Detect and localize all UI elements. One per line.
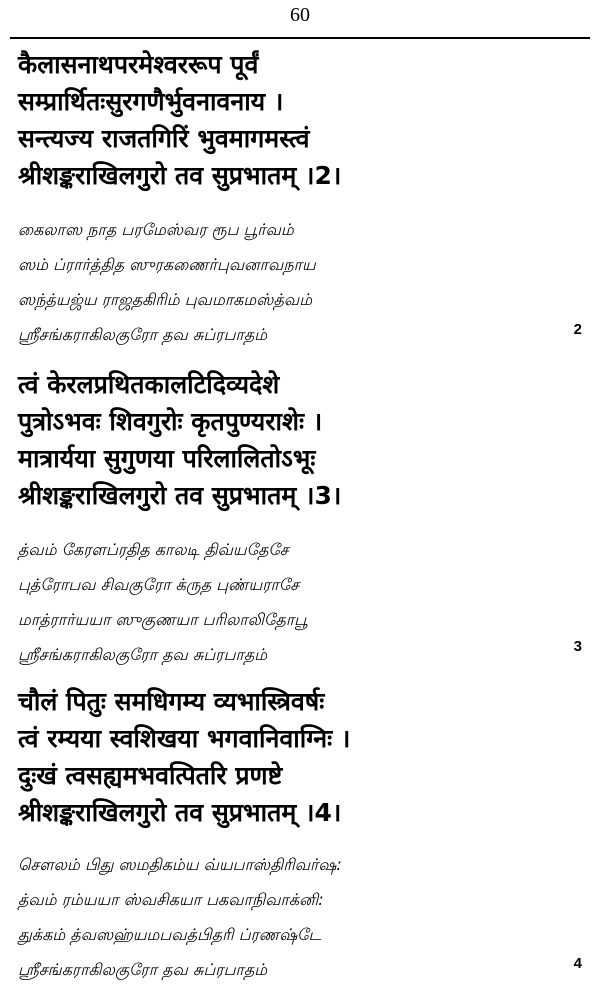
sanskrit-verse — [18, 366, 558, 514]
verse-block — [18, 683, 558, 987]
verse-block — [18, 366, 558, 672]
tamil-transliteration — [18, 847, 558, 987]
sanskrit-line: सम्प्रार्थितःसुरगणैर्भुवनावनाय । — [18, 87, 284, 116]
sanskrit-line: श्रीशङ्कराखिलगुरो तव सुप्रभातम् ।4। — [18, 798, 342, 827]
verse-block — [18, 46, 558, 352]
tamil-line: ஸ்ரீசங்கராகிலகுரோ தவ சுப்ரபாதம் — [18, 645, 268, 664]
tamil-line: மாத்ரார்யயா ஸுகுணயா பரிலாலிதோபூ — [18, 610, 308, 629]
sanskrit-line: त्वं केरलप्रथितकालटिदिव्यदेशे — [18, 370, 280, 399]
sanskrit-line: पुत्रोऽभवः शिवगुरोः कृतपुण्यराशेः । — [18, 407, 323, 436]
sanskrit-line: दुःखं त्वसह्यमभवत्पितरि प्रणष्टे — [18, 761, 283, 790]
tamil-line: ஸந்த்யஜ்ய ராஜதகிரிம் புவமாகமஸ்த்வம் — [18, 290, 313, 309]
sanskrit-line: चौलं पितुः समधिगम्य व्यभास्त्रिवर्षः — [18, 687, 325, 716]
tamil-transliteration — [18, 212, 558, 352]
sanskrit-line: त्वं रम्यया स्वशिखया भगवानिवाग्निः । — [18, 724, 351, 753]
sanskrit-line: श्रीशङ्कराखिलगुरो तव सुप्रभातम् ।3। — [18, 481, 342, 510]
sanskrit-line: कैलासनाथपरमेश्वररूप पूर्वं — [18, 50, 259, 79]
tamil-line: ஸம் ப்ரார்த்தித ஸுரகணைர்புவனாவநாய — [18, 255, 316, 274]
page-number: 60 — [290, 4, 310, 26]
sanskrit-line: मात्रार्यया सुगुणया परिलालितोऽभूः — [18, 444, 316, 473]
verse-number: 2 — [573, 321, 582, 338]
sanskrit-line: सन्त्यज्य राजतगिरिं भुवमागमस्त्वं — [18, 124, 310, 153]
verse-number: 3 — [573, 638, 582, 655]
tamil-line: கைலாஸ நாத பரமேஸ்வர ரூப பூர்வம் — [18, 220, 294, 239]
tamil-transliteration — [18, 532, 558, 672]
sanskrit-verse — [18, 46, 558, 194]
tamil-line: புத்ரோபவ சிவகுரோ க்ருத புண்யராசே — [18, 575, 300, 594]
tamil-line: சௌலம் பிது ஸமதிகம்ய வ்யபாஸ்திரிவர்ஷ: — [18, 855, 342, 874]
header-rule — [10, 37, 590, 39]
sanskrit-line: श्रीशङ्कराखिलगुरो तव सुप्रभातम् ।2। — [18, 161, 342, 190]
tamil-line: துக்கம் த்வஸஹ்யமபவத்பிதரி ப்ரணஷ்டே — [18, 925, 322, 944]
sanskrit-verse — [18, 683, 558, 831]
tamil-line: த்வம் ரம்யயா ஸ்வசிகயா பகவாநிவாக்னி: — [18, 890, 324, 909]
tamil-line: த்வம் கேரளப்ரதித காலடி திவ்யதேசே — [18, 540, 289, 559]
tamil-line: ஸ்ரீசங்கராகிலகுரோ தவ சுப்ரபாதம் — [18, 960, 268, 979]
tamil-line: ஸ்ரீசங்கராகிலகுரோ தவ சுப்ரபாதம் — [18, 325, 268, 344]
verse-number: 4 — [573, 955, 582, 972]
